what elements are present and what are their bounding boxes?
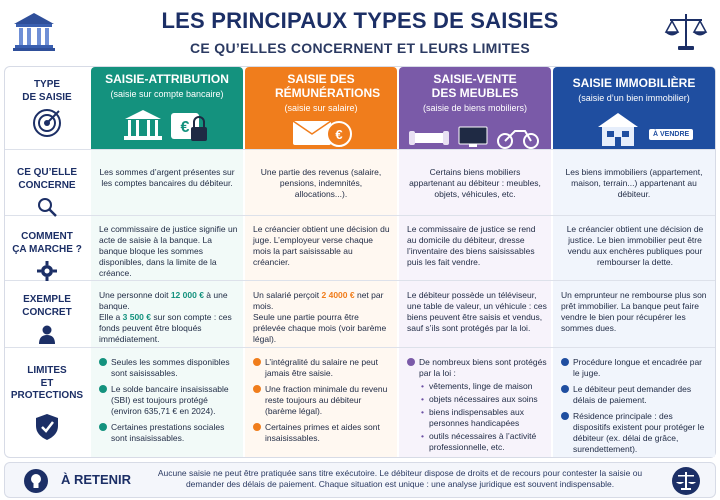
amount-highlight: 3 500 € [122,312,151,323]
magnifier-icon [36,196,58,218]
row-label-comment: COMMENT ÇA MARCHE ? [5,231,89,282]
column-subtitle: (saisie sur salaire) [284,102,358,113]
cell-concerne: Certains biens mobiliers appartenant au débiteur : meubles, objets, véhicules, etc. [409,167,541,200]
cell-comment: Le créancier obtient une décision du juge. L’employeur verse chaque mois la part saisissable au créancier. [253,224,390,268]
cell-exemple: Un salarié perçoit 2 4000 € net par mois. Seule une partie pourra être prélevée chaque mois (voir barème légal). [253,290,387,345]
list-item: Certaines primes et aides sont insaisissables. [253,422,391,444]
column-header-immobiliere [553,67,715,149]
cell-concerne: Une partie des revenus (salaire, pensions, indemnités, allocations...). [260,167,382,200]
column-title: SAISIE IMMOBILIÈRE [572,76,696,90]
list-item: De nombreux biens sont protégés par la loi : • vêtements, linge de maison • objets nécessaires aux soins • biens indispensables aux personnes handicapées • outils nécessaires à l’activité professionnelle, etc. [407,357,547,453]
column-header-remunerations [245,67,397,149]
column-subtitle: (saisie sur compte bancaire) [110,88,224,99]
svg-text:€: € [335,127,343,142]
cell-comment: Le commissaire de justice se rend au domicile du débiteur, dresse l’inventaire des biens saisissables puis les fait vendre. [407,224,536,268]
row-label-concerne: CE QU’ELLE CONCERNE [5,167,89,218]
column-subtitle: (saisie d’un bien immobilier) [578,92,690,103]
column-subtitle: (saisie de biens mobiliers) [422,102,528,113]
list-item: Résidence principale : des dispositifs existent pour protéger le débiteur (ex. délai de grâce, surendettement). [561,411,709,455]
gear-icon [36,260,58,282]
person-icon [36,323,58,345]
svg-text:€: € [180,119,190,136]
divider [5,149,715,150]
footer-label: À RETENIR [61,472,132,487]
courthouse-icon [10,10,58,54]
column-header-vente [399,67,551,149]
page-title: LES PRINCIPAUX TYPES DE SAISIES [161,8,559,33]
list-item: Procédure longue et encadrée par le juge. [561,357,709,379]
sub-list-item: • vêtements, linge de maison [419,381,547,392]
sub-list-item: • biens indispensables aux personnes handicapées [419,407,547,429]
target-icon [32,108,62,138]
cell-concerne: Les biens immobiliers (appartement, maison, terrain...) appartenant au débiteur. [565,167,703,200]
column-title: SAISIE-ATTRIBUTION [105,72,229,86]
cell-concerne: Les sommes d’argent présentes sur les comptes bancaires du débiteur. [99,167,235,189]
row-label-limites: LIMITES ET PROTECTIONS [5,365,89,441]
for-sale-badge: À VENDRE [649,129,693,140]
row-label-exemple: EXEMPLE CONCRET [5,294,89,345]
sub-list-item: • objets nécessaires aux soins [419,394,547,405]
divider [5,280,715,281]
shield-icon [34,413,60,441]
list-item: Certaines prestations sociales sont insaisissables. [99,422,239,444]
envelope-coin-icon [291,117,355,147]
scales-of-justice-icon [671,466,701,496]
furniture-icon [407,125,545,149]
cell-exemple: Un emprunteur ne rembourse plus son prêt immobilier. La banque peut faire vendre le bien pour récupérer les sommes dues. [561,290,707,334]
lightbulb-icon [23,468,49,494]
cell-comment: Le créancier obtient une décision de justice. Le bien immobilier peut être vendu aux enchères publiques pour rembourser la dette. [566,224,704,268]
cell-limites [561,357,709,460]
bank-lock-icon [119,107,215,145]
cell-limites [253,357,391,449]
cell-exemple: Le débiteur possède un téléviseur, une table de valeur, un véhicule : ces biens peuvent être saisis et vendus, sauf s’ils sont protégés par la loi. [407,290,547,334]
header [0,0,720,66]
cell-limites [99,357,239,449]
list-item: L’intégralité du salaire ne peut jamais être saisie. [253,357,391,379]
cell-comment: Le commissaire de justice signifie un acte de saisie à la banque. La banque bloque les sommes disponibles, dans la limite de la créance. [99,224,238,279]
divider [5,347,715,348]
list-item: Seules les sommes disponibles sont saisissables. [99,357,239,379]
list-item: Le débiteur peut demander des délais de paiement. [561,384,709,406]
list-item: Une fraction minimale du revenu reste toujours au débiteur (barème légal). [253,384,391,417]
scales-of-justice-icon [662,10,710,54]
cell-exemple: Une personne doit 12 000 € à une banque. Elle a 3 500 € sur son compte : ces fonds peuvent être bloqués immédiatement. [99,290,232,345]
amount-highlight: 2 4000 € [321,290,355,300]
page-subtitle: CE QU’ELLES CONCERNENT ET LEURS LIMITES [190,40,530,56]
sub-list-item: • outils nécessaires à l’activité professionnelle, etc. [419,431,547,453]
column-header-attribution [91,67,243,149]
footer-text: Aucune saisie ne peut être pratiquée sans titre exécutoire. Le débiteur dispose de droits et de recours pour contester la saisie ou demander des délais de paiement. Chaque situation est unique : une analyse juridique est souvent indispensable. [157,468,643,490]
comparison-table [4,66,716,458]
column-title: SAISIE DES RÉMUNÉRATIONS [275,72,381,100]
row-label-type: TYPE DE SAISIE [5,79,89,138]
cell-limites [407,357,547,458]
house-icon [595,111,641,147]
divider [5,215,715,216]
column-title: SAISIE-VENTE DES MEUBLES [431,72,519,100]
footer-note [4,462,716,498]
list-item: Le solde bancaire insaisissable (SBI) est toujours protégé (environ 635,71 € en 2024). [99,384,239,417]
amount-highlight: 12 000 € [170,290,204,300]
